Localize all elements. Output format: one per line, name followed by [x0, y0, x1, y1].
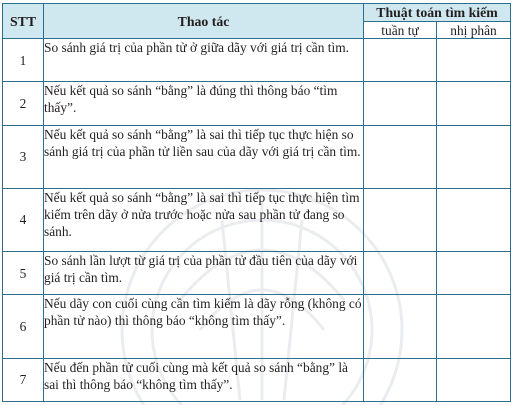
binary-answer-cell[interactable] — [437, 358, 511, 402]
table-row — [3, 295, 511, 358]
table-row — [3, 82, 511, 125]
sequential-answer-cell[interactable] — [364, 358, 437, 402]
sequential-answer-cell[interactable] — [364, 252, 437, 295]
row-number: 1 — [3, 39, 44, 82]
header-binary: nhị phân — [437, 22, 511, 39]
binary-answer-cell[interactable] — [437, 252, 511, 295]
header-operation: Thao tác — [44, 4, 364, 39]
header-stt: STT — [3, 4, 44, 39]
row-operation-text: So sánh lần lượt từ giá trị của phần tử đầu tiên của dãy với giá trị cần tìm. — [44, 252, 364, 295]
binary-answer-cell[interactable] — [437, 125, 511, 188]
sequential-answer-cell[interactable] — [364, 295, 437, 358]
row-operation-text: Nếu dãy con cuối cùng cần tìm kiếm là dãy rỗng (không có phần tử nào) thì thông báo “không tìm thấy”. — [44, 295, 364, 358]
sequential-answer-cell[interactable] — [364, 82, 437, 125]
table-row — [3, 188, 511, 251]
table-row — [3, 39, 511, 82]
sequential-answer-cell[interactable] — [364, 188, 437, 251]
row-operation-text: Nếu kết quả so sánh “bằng” là đúng thì thông báo “tìm thấy”. — [44, 82, 364, 125]
row-number: 6 — [3, 295, 44, 358]
binary-answer-cell[interactable] — [437, 39, 511, 82]
binary-answer-cell[interactable] — [437, 295, 511, 358]
row-operation-text: Nếu đến phần tử cuối cùng mà kết quả so sánh “bằng” là sai thì thông báo “không tìm thấy”. — [44, 358, 364, 402]
row-operation-text: So sánh giá trị của phần tử ở giữa dãy với giá trị cần tìm. — [44, 39, 364, 82]
row-number: 5 — [3, 252, 44, 295]
table-row — [3, 358, 511, 402]
table-row — [3, 252, 511, 295]
table-row — [3, 125, 511, 188]
row-number: 3 — [3, 125, 44, 188]
search-operations-table — [2, 3, 511, 402]
row-number: 4 — [3, 188, 44, 251]
header-sequential: tuần tự — [364, 22, 437, 39]
binary-answer-cell[interactable] — [437, 188, 511, 251]
row-operation-text: Nếu kết quả so sánh “bằng” là sai thì tiếp tục thực hiện so sánh giá trị của phần tử liền sau của dãy với giá trị cần tìm. — [44, 125, 364, 188]
header-search-algorithm: Thuật toán tìm kiếm — [364, 4, 511, 22]
row-number: 2 — [3, 82, 44, 125]
row-operation-text: Nếu kết quả so sánh “bằng” là sai thì tiếp tục thực hiện tìm kiếm trên dãy ở nửa trước hoặc nửa sau phần tử đang so sánh. — [44, 188, 364, 251]
sequential-answer-cell[interactable] — [364, 125, 437, 188]
sequential-answer-cell[interactable] — [364, 39, 437, 82]
row-number: 7 — [3, 358, 44, 402]
binary-answer-cell[interactable] — [437, 82, 511, 125]
